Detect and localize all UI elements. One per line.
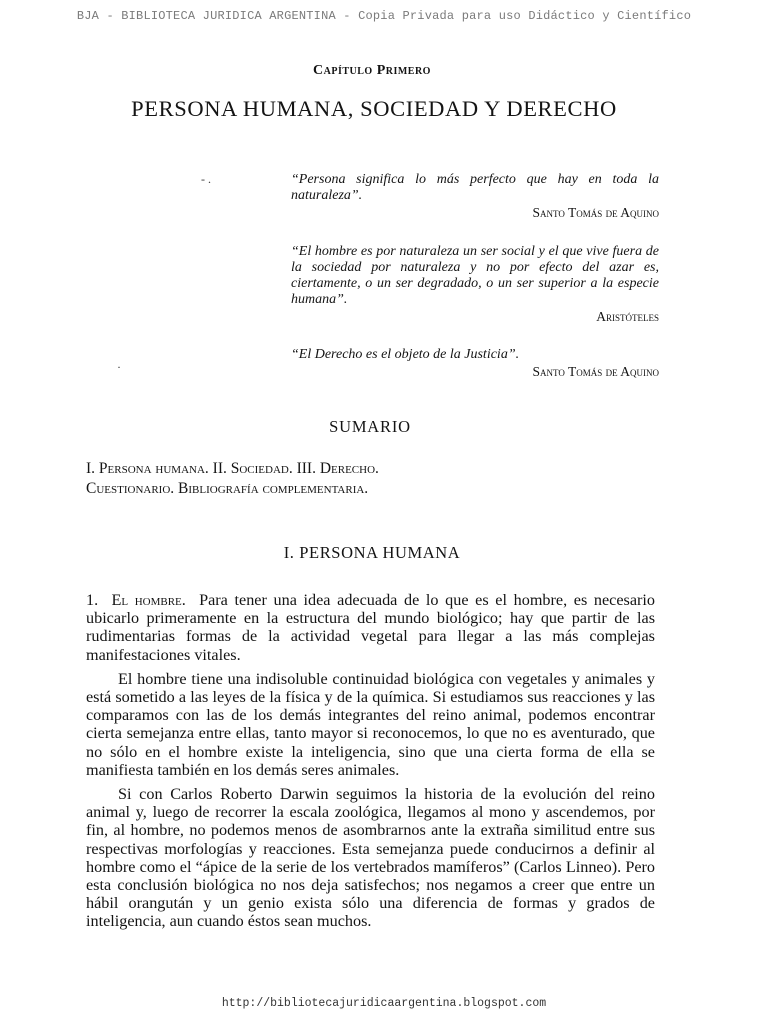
epigraph-author: Santo Tomás de Aquino — [532, 205, 659, 220]
epigraph-author: Santo Tomás de Aquino — [532, 364, 659, 379]
summary-line: I. Persona humana. II. Sociedad. III. Derecho. — [86, 460, 379, 477]
paragraph-text: Para tener una idea adecuada de lo que es el hombre, es necesario ubicarlo primeramente en la estructura del mundo biológico; hay que partir de las rudimentarias formas de la actividad vegetal para llegar a las más complejas manifestaciones vitales. — [86, 591, 656, 664]
summary-heading: SUMARIO — [329, 417, 411, 436]
epigraph-author: Aristóteles — [596, 309, 659, 324]
paragraph: El hombre tiene una indisoluble continuidad biológica con vegetales y animales y está sometido a las leyes de la física y de la química. Si estudiamos sus reacciones y las comparamos con las de los demás integrantes del reino animal, podemos encontrar cierta semejanza entre ellas, tanto mayor si reconocemos, lo que no es aventurado, que no sólo en el hombre existe la inteligencia, sino que una cierta forma de ella se manifiesta también en los demás seres animales. — [86, 669, 655, 779]
summary-contents — [86, 459, 686, 499]
body-text — [86, 591, 655, 937]
epigraph-quote: “Persona significa lo más perfecto que hay en toda la naturaleza”. — [291, 172, 659, 203]
epigraph — [291, 172, 659, 221]
epigraph — [291, 347, 659, 380]
copyright-notice: BJA - BIBLIOTECA JURIDICA ARGENTINA - Copia Privada para uso Didáctico y Científico — [76, 9, 692, 23]
scan-speck: - . — [201, 172, 211, 186]
chapter-title: PERSONA HUMANA, SOCIEDAD Y DERECHO — [131, 96, 617, 121]
paragraph-lead: El hombre. — [111, 591, 186, 609]
paragraph-number: 1. — [86, 591, 99, 609]
epigraph-quote: “El hombre es por naturaleza un ser social y el que vive fuera de la sociedad por naturaleza y no por efecto del azar es, ciertamente, o un ser degradado, o un ser superior a la especie humana”. — [291, 244, 659, 307]
chapter-label: Capítulo Primero — [313, 63, 431, 78]
footer-url: http://bibliotecajuridicaargentina.blogspot.com — [221, 997, 547, 1010]
epigraph-quote: “El Derecho es el objeto de la Justicia”. — [291, 347, 520, 362]
section-heading: I. PERSONA HUMANA — [283, 543, 461, 562]
paragraph: Si con Carlos Roberto Darwin seguimos la historia de la evolución del reino animal y, luego de recorrer la escala zoológica, llegamos al mono y ascendemos, por fin, al hombre, no podemos menos de asombrarnos ante la extraña similitud entre sus respectivas morfologías y reacciones. Esta semejanza puede conducirnos a definir al hombre como el “ápice de la serie de los vertebrados mamíferos” (Carlos Linneo). Pero esta conclusión biológica no nos deja satisfechos; nos negamos a creer que entre un hábil orangután y un genio exista sólo una diferencia de formas y grados de inteligencia, aun cuando éstos sean muchos. — [86, 785, 655, 931]
summary-line: Cuestionario. Bibliografía complementaria. — [86, 480, 369, 497]
paragraph — [86, 591, 655, 664]
scan-speck: · — [117, 360, 121, 374]
epigraph — [291, 244, 659, 325]
